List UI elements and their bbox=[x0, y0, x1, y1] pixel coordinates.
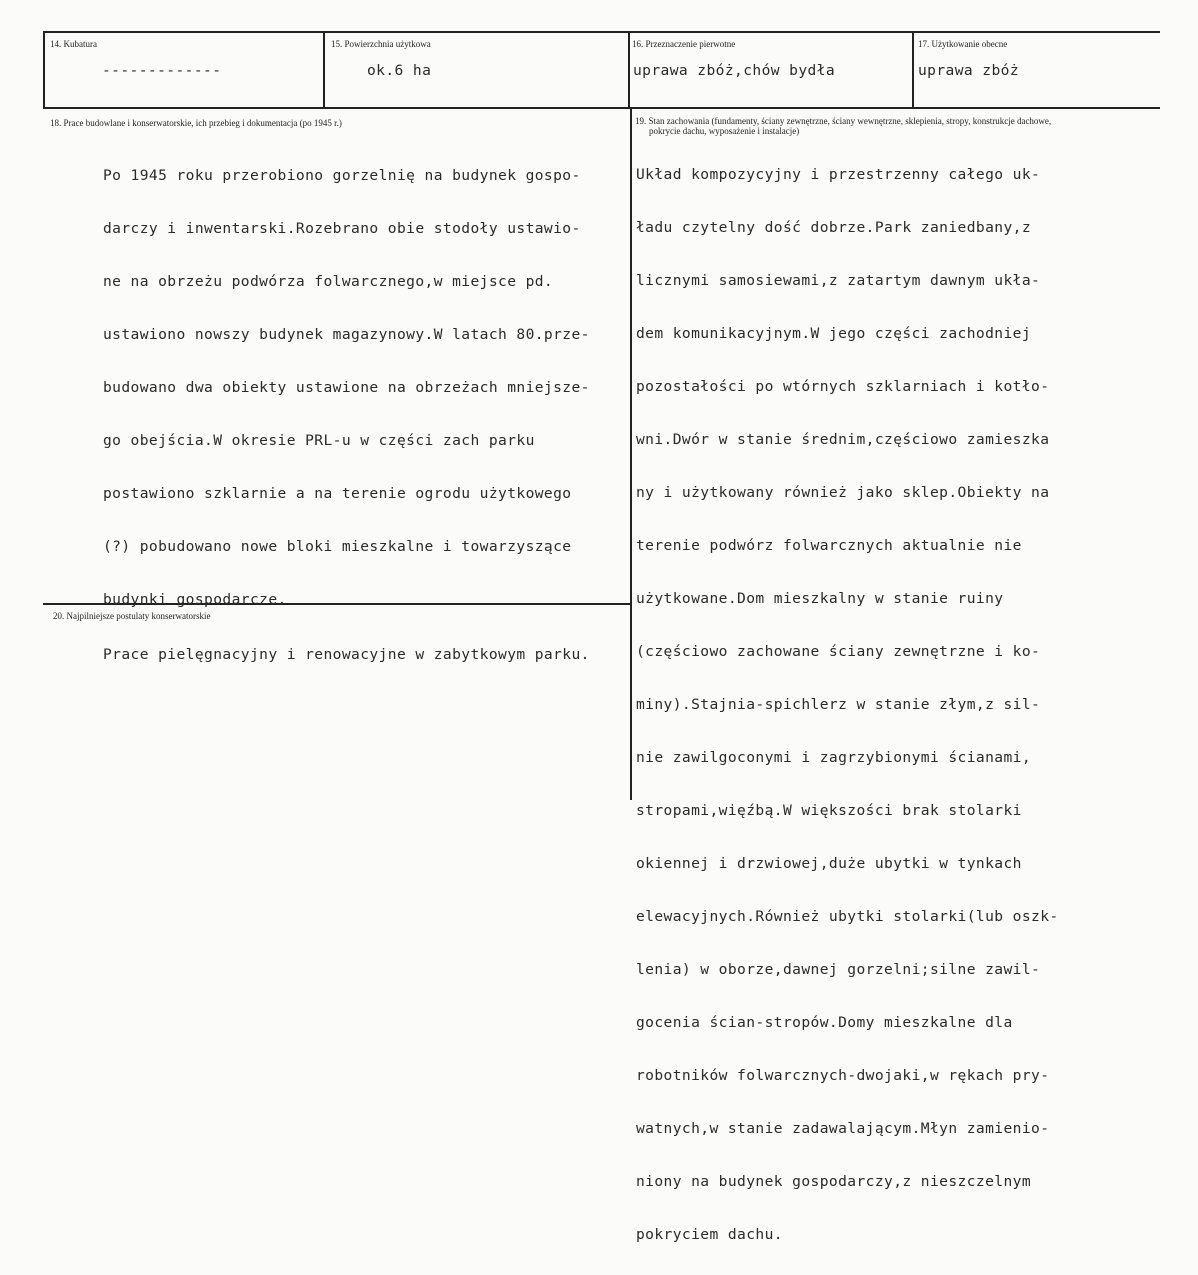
field-19-line: pozostałości po wtórnych szklarniach i kotło- bbox=[636, 377, 1050, 395]
field-18-line: go obejścia.W okresie PRL-u w części zach parku bbox=[103, 431, 535, 449]
field-18-line: budowano dwa obiekty ustawione na obrzeżach mniejsze- bbox=[103, 378, 590, 396]
field-19-line: terenie podwórz folwarcznych aktualnie nie bbox=[636, 536, 1022, 554]
field-18-line: budynki gospodarcze. bbox=[103, 590, 287, 608]
field-18-line: (?) pobudowano nowe bloki mieszkalne i towarzyszące bbox=[103, 537, 572, 555]
divider-16-17 bbox=[912, 31, 914, 108]
field-19-line: użytkowane.Dom mieszkalny w stanie ruiny bbox=[636, 589, 1004, 607]
field-19-line: Układ kompozycyjny i przestrzenny całego uk- bbox=[636, 165, 1041, 183]
field-19-line: dem komunikacyjnym.W jego części zachodniej bbox=[636, 324, 1032, 342]
field-15-label: 15. Powierzchnia użytkowa bbox=[331, 39, 431, 49]
field-19-line: niony na budynek gospodarczy,z nieszczelnym bbox=[636, 1172, 1032, 1190]
row1-bottom-rule bbox=[43, 107, 1160, 109]
field-19-line: stropami,więźbą.W większości brak stolarki bbox=[636, 801, 1022, 819]
field-19-text bbox=[636, 135, 1059, 1275]
field-20-label: 20. Najpilniejsze postulaty konserwatorskie bbox=[53, 611, 211, 621]
field-14-label: 14. Kubatura bbox=[50, 39, 97, 49]
field-19-line: lenia) w oborze,dawnej gorzelni;silne zawil- bbox=[636, 960, 1041, 978]
field-19-line: elewacyjnych.Również ubytki stolarki(lub oszk- bbox=[636, 907, 1059, 925]
field-16-value: uprawa zbóż,chów bydła bbox=[633, 62, 836, 79]
field-18-line: ustawiono nowszy budynek magazynowy.W latach 80.prze- bbox=[103, 325, 590, 343]
left-border bbox=[43, 31, 45, 108]
field-17-value: uprawa zbóż bbox=[918, 62, 1020, 79]
field-19-line: pokryciem dachu. bbox=[636, 1225, 783, 1243]
field-19-line: ładu czytelny dość dobrze.Park zaniedbany,z bbox=[636, 218, 1032, 236]
field-18-line: Po 1945 roku przerobiono gorzelnię na budynek gospo- bbox=[103, 166, 581, 184]
field-19-line: robotników folwarcznych-dwojaki,w rękach pry- bbox=[636, 1066, 1050, 1084]
divider-14-15 bbox=[323, 31, 325, 108]
top-rule bbox=[43, 31, 1160, 33]
field-20-value: Prace pielęgnacyjny i renowacyjne w zabytkowym parku. bbox=[103, 646, 590, 663]
field-19-line: ny i użytkowany również jako sklep.Obiekty na bbox=[636, 483, 1050, 501]
field-18-text bbox=[103, 136, 590, 640]
field-19-line: wni.Dwór w stanie średnim,częściowo zamieszka bbox=[636, 430, 1050, 448]
field-16-label: 16. Przeznaczenie pierwotne bbox=[632, 39, 736, 49]
field-19-line: okiennej i drzwiowej,duże ubytki w tynkach bbox=[636, 854, 1022, 872]
field-15-value: ok.6 ha bbox=[367, 62, 432, 79]
field-19-line: (częściowo zachowane ściany zewnętrzne i ko- bbox=[636, 642, 1041, 660]
field-17-label: 17. Użytkowanie obecne bbox=[918, 39, 1008, 49]
field-18-line: darczy i inwentarski.Rozebrano obie stodoły ustawio- bbox=[103, 219, 581, 237]
field-18-line: ne na obrzeżu podwórza folwarcznego,w miejsce pd. bbox=[103, 272, 554, 290]
field-19-line: nie zawilgoconymi i zagrzybionymi ścianami, bbox=[636, 748, 1032, 766]
field-19-line: watnych,w stanie zadawalającym.Młyn zamienio- bbox=[636, 1119, 1050, 1137]
field-19-label-line2: pokrycie dachu, wyposażenie i instalacje) bbox=[649, 126, 800, 136]
main-vertical-divider bbox=[630, 107, 632, 800]
divider-15-16 bbox=[628, 31, 630, 108]
field-19-line: gocenia ścian-stropów.Domy mieszkalne dla bbox=[636, 1013, 1013, 1031]
field-19-line: licznymi samosiewami,z zatartym dawnym ukła- bbox=[636, 271, 1041, 289]
field-19-line: miny).Stajnia-spichlerz w stanie złym,z sil- bbox=[636, 695, 1041, 713]
field-19-label bbox=[635, 116, 1051, 136]
field-14-value: ------------- bbox=[102, 62, 222, 79]
field-18-line: postawiono szklarnie a na terenie ogrodu użytkowego bbox=[103, 484, 572, 502]
field-18-label: 18. Prace budowlane i konserwatorskie, ich przebieg i dokumentacja (po 1945 r.) bbox=[50, 118, 342, 128]
field-19-label-line1: 19. Stan zachowania (fundamenty, ściany zewnętrzne, ściany wewnętrzne, sklepienia, stropy, konstrukcje dachowe, bbox=[635, 116, 1052, 126]
